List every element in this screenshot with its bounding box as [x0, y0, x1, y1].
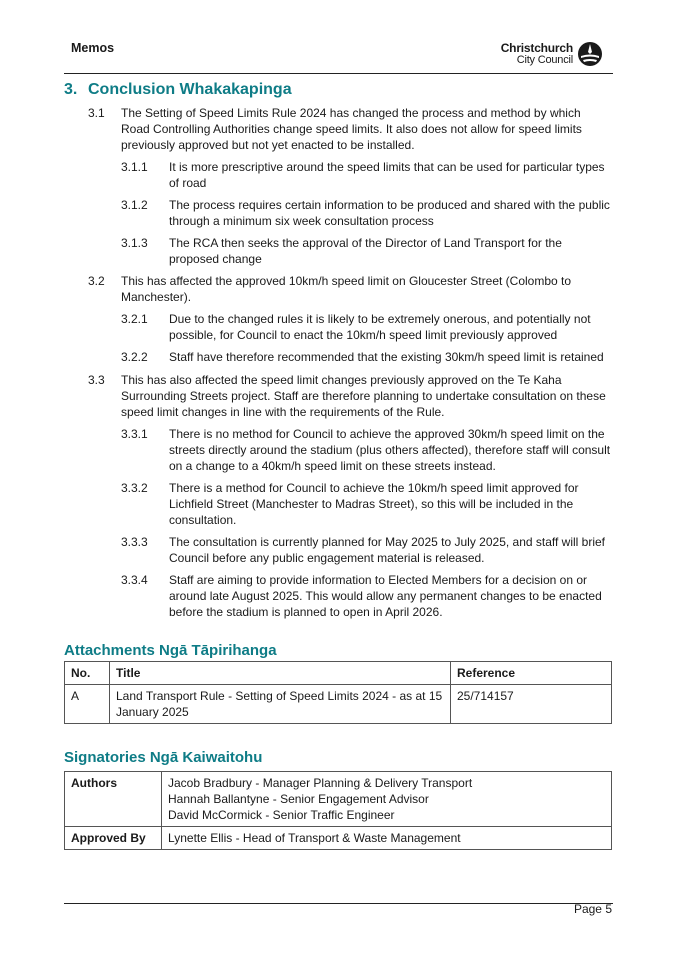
paragraph-number: 3.1.2	[121, 198, 148, 212]
paragraph-text: The process requires certain information to be produced and shared with the public through a minimum six week consultation process	[169, 198, 610, 228]
paragraph-3-1-2	[121, 197, 613, 229]
paragraph-number: 3.1.3	[121, 236, 148, 250]
paragraph-3-1	[88, 105, 613, 153]
logo-line-1: Christchurch	[500, 41, 573, 55]
approved-label: Approved By	[65, 827, 162, 850]
table-row	[65, 685, 612, 724]
paragraph-number: 3.2.2	[121, 350, 148, 364]
paragraph-text: The RCA then seeks the approval of the Director of Land Transport for the proposed change	[169, 236, 562, 266]
paragraph-text: This has affected the approved 10km/h speed limit on Gloucester Street (Colombo to Manchester).	[121, 274, 572, 304]
paragraph-number: 3.3	[88, 373, 105, 387]
cell-no: A	[65, 685, 110, 724]
paragraph-text: Due to the changed rules it is likely to be extremely onerous, and potentially not possible, for Council to enact the 10km/h speed limit previously approved	[169, 312, 591, 342]
paragraph-text: It is more prescriptive around the speed limits that can be used for particular types of road	[169, 160, 605, 190]
cell-reference: 25/714157	[451, 685, 612, 724]
signatories-table	[64, 771, 612, 850]
paragraph-number: 3.2	[88, 274, 105, 288]
header-no: No.	[65, 662, 110, 685]
paragraph-3-1-1	[121, 159, 613, 191]
paragraph-3-3-2	[121, 480, 613, 528]
paragraph-text: The consultation is currently planned for May 2025 to July 2025, and staff will brief Council before any public engagement material is released.	[169, 535, 606, 565]
author-name: David McCormick - Senior Traffic Engineer	[168, 808, 395, 822]
paragraph-text: Staff are aiming to provide information to Elected Members for a decision on or around late August 2025. This would allow any permanent changes to be enacted before the stadium is planned to open in April 2026.	[169, 573, 602, 619]
paragraph-3-2-1	[121, 311, 613, 343]
authors-list	[162, 772, 612, 827]
author-name: Hannah Ballantyne - Senior Engagement Advisor	[168, 792, 429, 806]
signatories-heading: Signatories Ngā Kaiwaitohu	[64, 749, 263, 766]
cell-title: Land Transport Rule - Setting of Speed Limits 2024 - as at 15 January 2025	[110, 685, 451, 724]
conclusion-heading	[64, 81, 292, 99]
paragraph-3-3	[88, 372, 613, 420]
attachments-heading: Attachments Ngā Tāpirihanga	[64, 642, 277, 659]
council-emblem-icon	[577, 41, 603, 67]
header-divider	[64, 73, 613, 74]
paragraph-3-3-1	[121, 426, 613, 474]
attachments-table	[64, 661, 612, 724]
paragraph-3-2-2	[121, 349, 613, 365]
header-section-label: Memos	[71, 41, 115, 55]
logo-line-2: City Council	[516, 54, 573, 66]
header-title: Title	[110, 662, 451, 685]
table-header-row	[65, 662, 612, 685]
paragraph-text: There is a method for Council to achieve the 10km/h speed limit approved for Lichfield Street (Manchester to Madras Street), so this will be included in the consultation.	[169, 481, 579, 527]
paragraph-number: 3.3.1	[121, 427, 148, 441]
paragraph-3-1-3	[121, 235, 613, 267]
paragraph-text: The Setting of Speed Limits Rule 2024 has changed the process and method by which Road Controlling Authorities change speed limits. It also does not allow for speed limits previously approved but not yet enacted to be installed.	[121, 106, 582, 152]
conclusion-number: 3.	[64, 81, 78, 98]
header-reference: Reference	[451, 662, 612, 685]
paragraph-text: There is no method for Council to achieve the approved 30km/h speed limit on the streets directly around the stadium (plus others affected), therefore staff will consult on a change to a 40km/h speed limit on these streets instead.	[169, 427, 611, 473]
paragraph-number: 3.3.2	[121, 481, 148, 495]
paragraph-number: 3.2.1	[121, 312, 148, 326]
approver-name: Lynette Ellis - Head of Transport & Waste Management	[162, 827, 612, 850]
footer-divider	[64, 903, 613, 904]
authors-label: Authors	[65, 772, 162, 827]
paragraph-3-2	[88, 273, 613, 305]
paragraph-number: 3.1.1	[121, 160, 148, 174]
authors-row	[65, 772, 612, 827]
paragraph-text: Staff have therefore recommended that the existing 30km/h speed limit is retained	[169, 350, 604, 364]
paragraph-3-3-3	[121, 534, 613, 566]
paragraph-number: 3.3.3	[121, 535, 148, 549]
page-number: Page 5	[573, 902, 612, 916]
paragraph-number: 3.1	[88, 106, 105, 120]
conclusion-title: Conclusion Whakakapinga	[88, 81, 292, 98]
paragraph-text: This has also affected the speed limit changes previously approved on the Te Kaha Surrounding Streets project. Staff are therefore planning to undertake consultation on these speed limit changes in line with the requirements of the Rule.	[121, 373, 606, 419]
paragraph-3-3-4	[121, 572, 613, 620]
paragraph-number: 3.3.4	[121, 573, 148, 587]
approved-row	[65, 827, 612, 850]
author-name: Jacob Bradbury - Manager Planning & Delivery Transport	[168, 776, 473, 790]
council-logo	[497, 41, 603, 69]
